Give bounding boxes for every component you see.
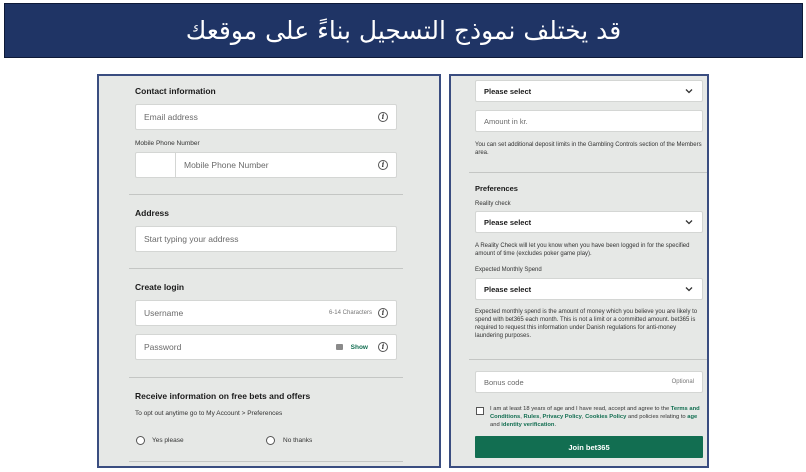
terms-text-part: , <box>539 413 543 420</box>
info-circle-icon[interactable]: i <box>378 342 388 352</box>
deposit-select-value: Please select <box>484 86 532 96</box>
phone-label: Mobile Phone Number <box>135 140 200 147</box>
contact-section-title: Contact information <box>135 86 216 96</box>
bonus-code-field[interactable] <box>475 371 703 393</box>
identity-verification-link[interactable]: identity verification <box>501 421 555 428</box>
terms-text-part: and policies relating to <box>626 413 688 420</box>
password-key-icon <box>336 344 343 350</box>
monthly-spend-note: Expected monthly spend is the amount of money which you believe you are likely to spend with bet365 each month. This is not a limit or a committed amount. bet365 is required to request this information under Danish regulations for anti-money laundering purposes. <box>475 309 698 340</box>
cookies-policy-link[interactable]: Cookies Policy <box>585 413 627 420</box>
login-section-title: Create login <box>135 282 185 292</box>
username-hint: 6-14 Characters <box>328 310 372 316</box>
chevron-down-icon <box>684 217 694 227</box>
phone-placeholder: Mobile Phone Number <box>184 160 269 170</box>
info-circle-icon[interactable]: i <box>378 112 388 122</box>
join-button[interactable]: Join bet365 <box>475 436 703 458</box>
show-password-button[interactable]: Show <box>350 343 368 351</box>
no-radio-label[interactable]: No thanks <box>283 437 313 444</box>
offers-subtitle: To opt out anytime go to My Account > Preferences <box>135 410 283 417</box>
email-placeholder: Email address <box>144 112 198 122</box>
terms-text-part: , <box>581 413 586 420</box>
registration-form-right <box>449 74 709 468</box>
reality-check-label: Reality check <box>475 201 511 207</box>
chevron-down-icon <box>684 284 694 294</box>
deposit-note: You can set additional deposit limits in the Gambling Controls section of the Members area. <box>475 142 702 157</box>
section-divider <box>129 377 403 378</box>
terms-link[interactable]: Terms and Conditions <box>490 406 700 420</box>
terms-checkbox[interactable] <box>476 407 484 415</box>
email-field[interactable] <box>135 104 397 130</box>
phone-field[interactable] <box>135 152 397 178</box>
chevron-down-icon <box>684 86 694 96</box>
privacy-policy-link[interactable]: Privacy Policy <box>542 413 582 420</box>
section-divider <box>129 461 403 462</box>
age-link[interactable]: age <box>687 413 698 420</box>
deposit-limit-select[interactable] <box>475 80 703 102</box>
section-divider <box>469 359 709 360</box>
password-placeholder: Password <box>144 342 182 352</box>
section-divider <box>129 268 403 269</box>
rules-link[interactable]: Rules <box>523 413 540 420</box>
monthly-spend-label: Expected Monthly Spend <box>475 267 542 273</box>
monthly-spend-select[interactable] <box>475 278 703 300</box>
terms-text-part: and <box>490 421 502 428</box>
username-field[interactable] <box>135 300 397 326</box>
banner <box>4 3 803 58</box>
banner-title: قد يختلف نموذج التسجيل بناءً على موقعك <box>185 16 622 45</box>
address-section-title: Address <box>135 208 170 218</box>
spend-select-value: Please select <box>484 284 532 294</box>
registration-form-left <box>97 74 441 468</box>
reality-check-note: A Reality Check will let you know when you have been logged in for the specified amount of time (excludes poker game play). <box>475 243 690 258</box>
section-divider <box>469 172 709 173</box>
terms-text-part: I am at least 18 years of age and I have read, accept and agree to the <box>490 406 671 412</box>
terms-text-part: , <box>520 413 524 420</box>
no-radio[interactable] <box>266 436 275 445</box>
yes-radio[interactable] <box>136 436 145 445</box>
bonus-placeholder: Bonus code <box>484 377 524 387</box>
terms-text <box>490 406 704 429</box>
deposit-amount-field[interactable] <box>475 110 703 132</box>
address-placeholder: Start typing your address <box>144 234 239 244</box>
amount-placeholder: Amount in kr. <box>484 116 528 126</box>
username-placeholder: Username <box>144 308 184 318</box>
offers-section-title: Receive information on free bets and offers <box>135 391 311 401</box>
preferences-title: Preferences <box>475 184 518 193</box>
yes-radio-label[interactable]: Yes please <box>152 437 184 444</box>
section-divider <box>129 194 403 195</box>
reality-select-value: Please select <box>484 217 532 227</box>
reality-check-select[interactable] <box>475 211 703 233</box>
password-field[interactable] <box>135 334 397 360</box>
info-circle-icon[interactable]: i <box>378 308 388 318</box>
terms-text-part: . <box>554 421 557 428</box>
info-circle-icon[interactable]: i <box>378 160 388 170</box>
address-field[interactable] <box>135 226 397 252</box>
bonus-optional-label: Optional <box>671 379 694 385</box>
country-code-selector[interactable] <box>136 153 176 177</box>
